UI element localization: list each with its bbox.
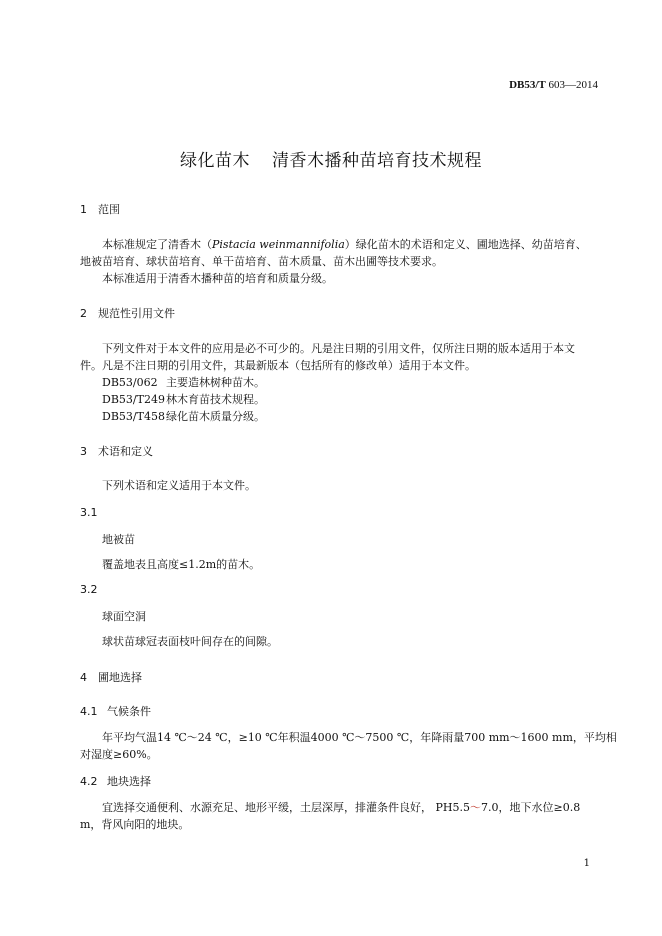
section-2-heading: 2 规范性引用文件 (80, 307, 175, 320)
term-3-2-definition: 球状苗球冠表面枝叶间存在的间隙。 (102, 635, 278, 648)
term-3-2-number: 3.2 (80, 583, 98, 596)
section-3-intro: 下列术语和定义适用于本文件。 (102, 479, 256, 492)
document-title (0, 146, 662, 171)
title-part2: 清香木播种苗培育技术规程 (272, 151, 482, 171)
reference-item: DB53/T458绿化苗木质量分级。 (102, 410, 265, 423)
standard-number: 603—2014 (548, 79, 598, 91)
standard-prefix: DB53/T (509, 79, 546, 91)
subsection-4-2-paragraph: 宜选择交通便利、水源充足、地形平缓，土层深厚，排灌条件良好， PH5.5～7.0，地下水位≥0.8 (102, 801, 581, 814)
subsection-4-1-paragraph: 年平均气温14 ℃～24 ℃，≥10 ℃年积温4000 ℃～7500 ℃，年降雨量700 mm～1600 mm，平均相 (102, 731, 617, 744)
section-4-heading: 4 圃地选择 (80, 671, 142, 684)
standard-code (509, 79, 598, 91)
section-1-heading: 1 范围 (80, 203, 120, 216)
highlighted-tilde: ～ (469, 801, 481, 814)
latin-name: Pistacia weinmannifolia (212, 238, 345, 251)
term-3-1-number: 3.1 (80, 506, 98, 519)
section-1-paragraph-2: 本标准适用于清香木播种苗的培育和质量分级。 (102, 272, 333, 285)
term-3-2-name: 球面空洞 (102, 610, 146, 623)
title-part1: 绿化苗木 (180, 151, 250, 171)
section-1-paragraph-1-cont: 地被苗培育、球状苗培育、单干苗培育、苗木质量、苗木出圃等技术要求。 (80, 255, 443, 268)
subsection-4-2-heading: 4.2 地块选择 (80, 775, 151, 788)
reference-item: DB53/T249林木育苗技术规程。 (102, 393, 265, 406)
term-3-1-name: 地被苗 (102, 533, 135, 546)
subsection-4-2-paragraph-cont: m，背风向阳的地块。 (80, 818, 190, 831)
section-2-paragraph-1-cont: 件。凡是不注日期的引用文件，其最新版本（包括所有的修改单）适用于本文件。 (80, 359, 476, 372)
section-2-paragraph-1: 下列文件对于本文件的应用是必不可少的。凡是注日期的引用文件，仅所注日期的版本适用于本文 (102, 342, 575, 355)
section-3-heading: 3 术语和定义 (80, 445, 153, 458)
subsection-4-1-heading: 4.1 气候条件 (80, 705, 151, 718)
page-number: 1 (583, 858, 590, 869)
reference-item: DB53/062 主要造林树种苗木。 (102, 376, 265, 389)
section-1-paragraph-1: 本标准规定了清香木（Pistacia weinmannifolia）绿化苗木的术语和定义、圃地选择、幼苗培育、 (102, 238, 587, 251)
term-3-1-definition: 覆盖地表且高度≤1.2m的苗木。 (102, 558, 261, 571)
subsection-4-1-paragraph-cont: 对湿度≥60%。 (80, 748, 158, 761)
